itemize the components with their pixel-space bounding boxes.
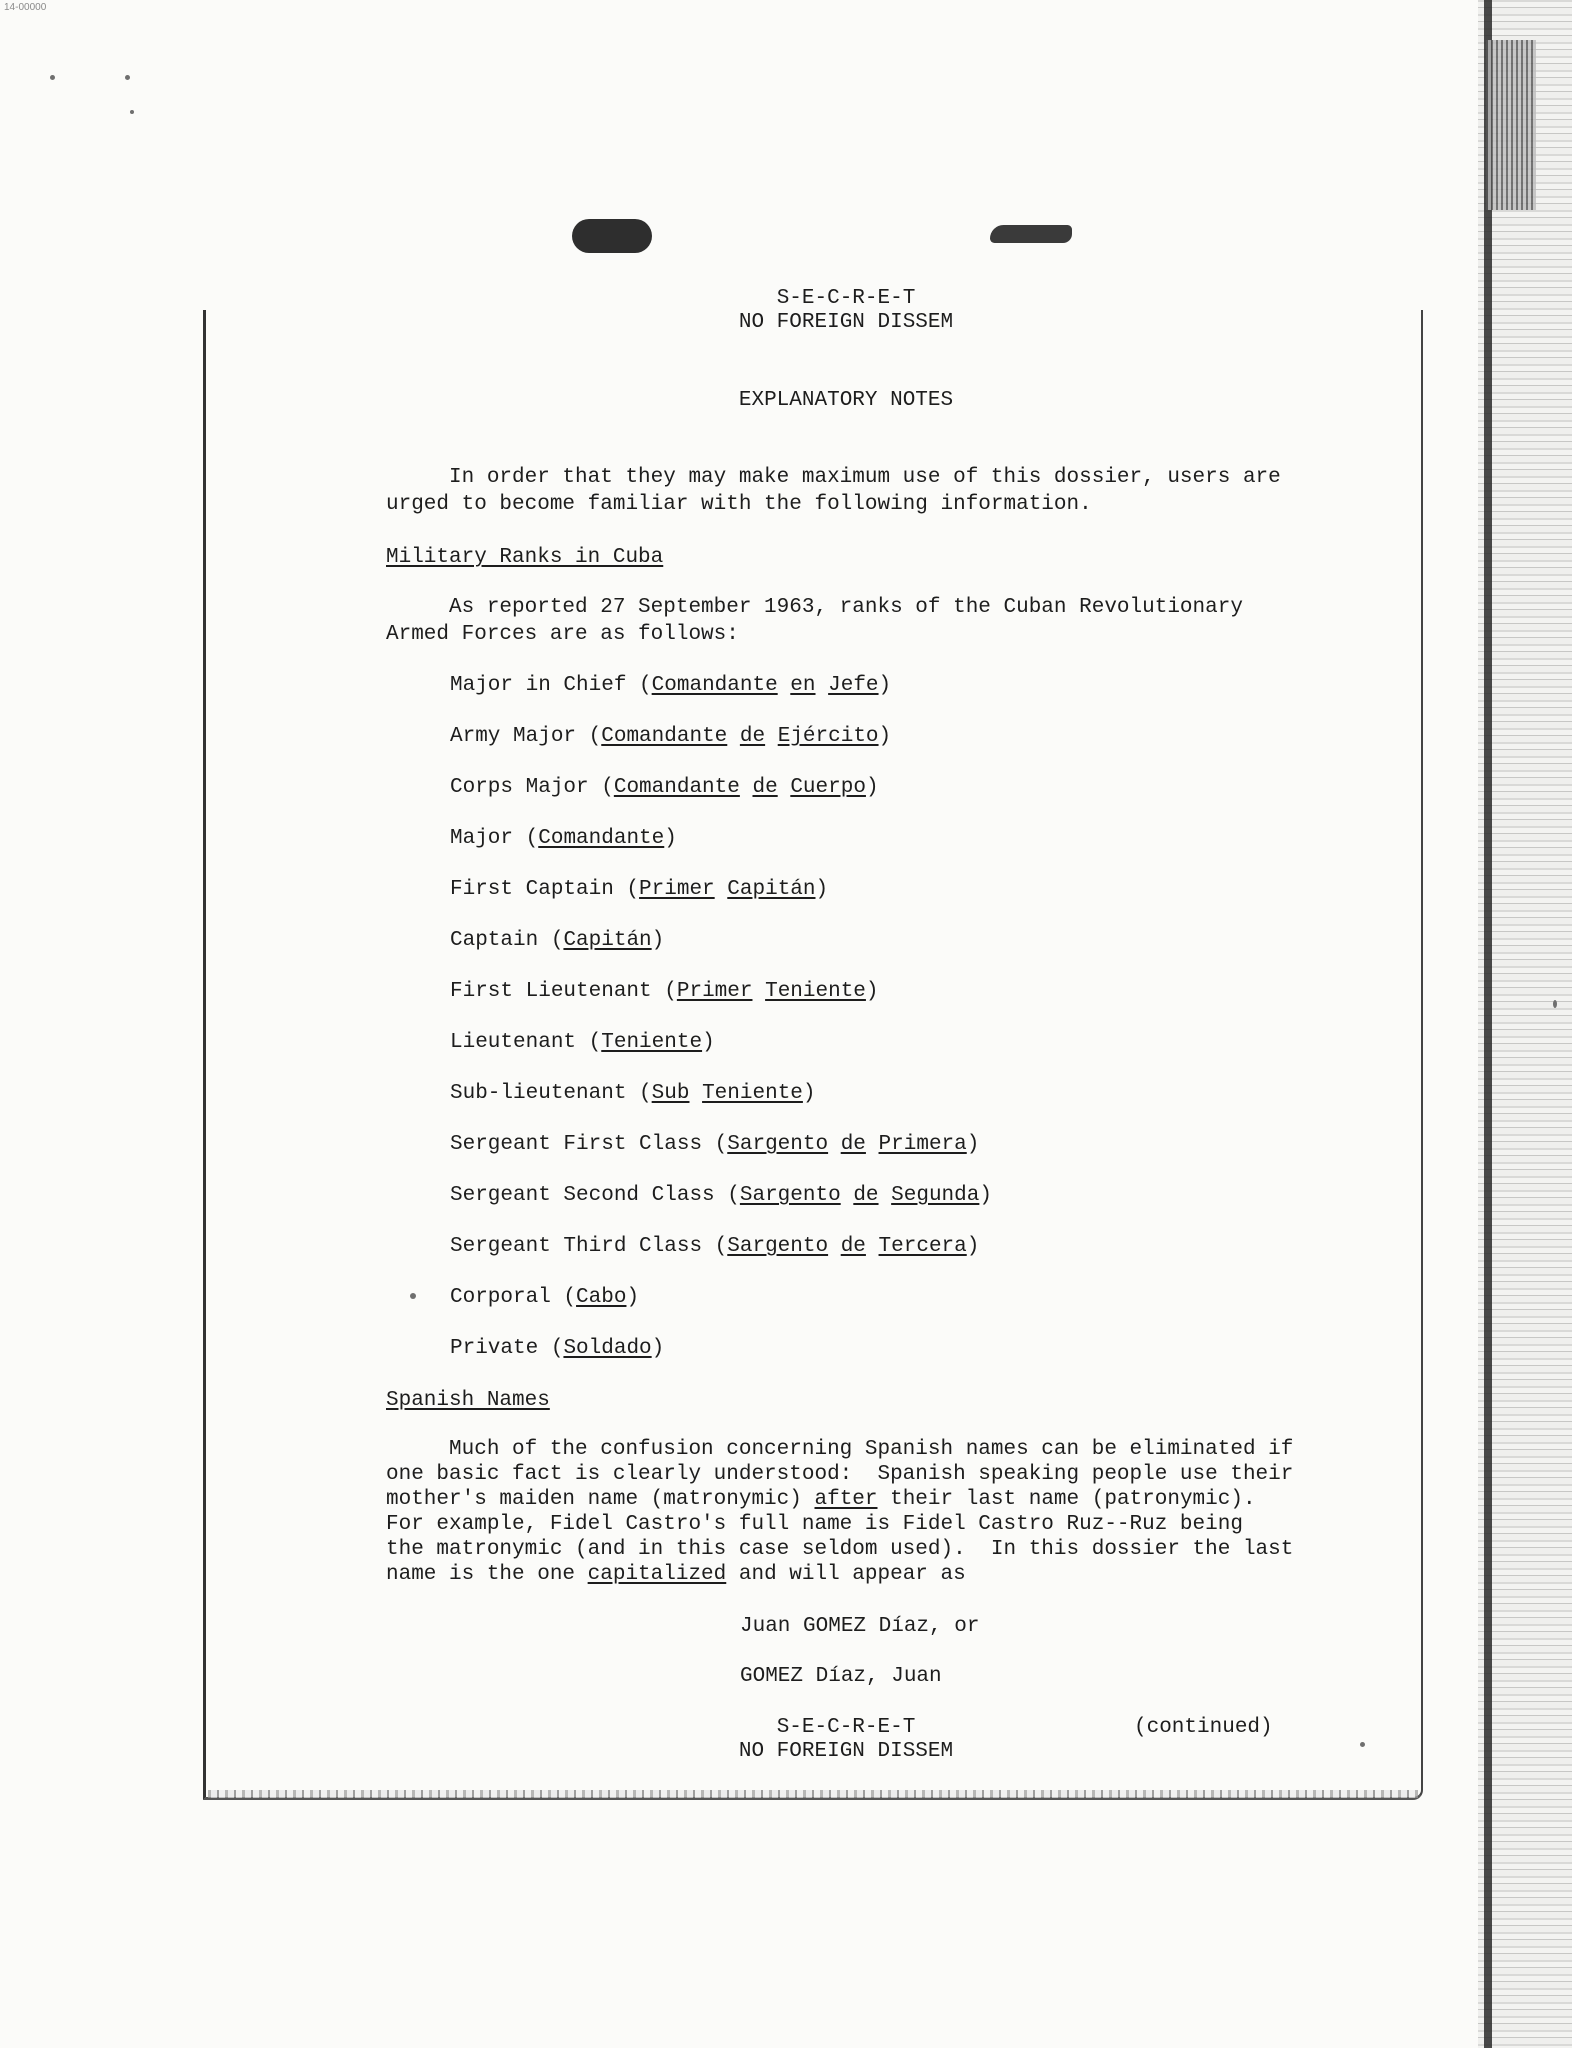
rank-english: Sergeant Third Class [450, 1235, 703, 1258]
rank-row: Major (Comandante) [450, 827, 677, 850]
rank-row: Corporal (Cabo) [450, 1286, 640, 1309]
rank-row: Captain (Capitán) [450, 929, 665, 952]
rank-spanish-word: Ejército [777, 725, 879, 748]
rank-row: Sergeant Third Class (Sargento de Tercera) [450, 1235, 980, 1258]
rank-spanish-word: Comandante [651, 674, 778, 697]
section-heading-spanish-names: Spanish Names [386, 1389, 550, 1412]
rank-row: Sub-lieutenant (Sub Teniente) [450, 1082, 816, 1105]
rank-spanish-word: Teniente [601, 1031, 703, 1054]
intro-line-2: urged to become familiar with the following information. [386, 493, 1092, 516]
name-example-1: Juan GOMEZ Díaz, or [740, 1615, 980, 1638]
speck [125, 75, 130, 80]
classification-bottom-2: NO FOREIGN DISSEM [738, 1740, 954, 1763]
names-line-5: the matronymic (and in this case seldom used). In this dossier the last [386, 1538, 1294, 1561]
rank-spanish-word: Primera [878, 1133, 967, 1156]
rank-row: Private (Soldado) [450, 1337, 665, 1360]
names-line-6-emphasis: capitalized [587, 1563, 727, 1586]
rank-spanish-word: en [790, 674, 816, 697]
rank-row: First Lieutenant (Primer Teniente) [450, 980, 879, 1003]
rank-row: Major in Chief (Comandante en Jefe) [450, 674, 892, 697]
rank-spanish-word: Capitán [727, 878, 816, 901]
rank-spanish-word: Sargento [739, 1184, 841, 1207]
rank-spanish-word: Comandante [538, 827, 665, 850]
names-line-3-a: mother's maiden name (matronymic) [386, 1488, 815, 1511]
rank-spanish-word: de [853, 1184, 879, 1207]
bottom-edge-noise [208, 1790, 1418, 1798]
edge-tab [1486, 40, 1536, 210]
rank-spanish-word: Teniente [702, 1082, 803, 1105]
speck [1553, 1000, 1557, 1008]
rank-english: Sub-lieutenant [450, 1082, 627, 1105]
rank-spanish-word: Cuerpo [790, 776, 866, 799]
speck [1360, 1742, 1365, 1747]
rank-spanish-word: Primer [676, 980, 753, 1003]
punch-hole-left [572, 219, 652, 253]
name-example-2: GOMEZ Díaz, Juan [740, 1665, 942, 1688]
section-heading-military-ranks: Military Ranks in Cuba [386, 546, 664, 569]
rank-row: Sergeant First Class (Sargento de Primera) [450, 1133, 980, 1156]
continued-label: (continued) [1134, 1716, 1273, 1739]
rank-spanish-word: Comandante [613, 776, 740, 799]
rank-row: Corps Major (Comandante de Cuerpo) [450, 776, 879, 799]
rank-spanish-word: Teniente [765, 980, 866, 1003]
names-line-3 [386, 1487, 1256, 1513]
rank-english: Captain [450, 929, 539, 952]
edge-shadow [1484, 0, 1492, 2048]
rank-spanish-word: Cabo [576, 1286, 627, 1309]
names-line-2: one basic fact is clearly understood: Spanish speaking people use their [386, 1463, 1294, 1486]
rank-english: Sergeant First Class [450, 1133, 703, 1156]
rank-spanish-word: de [752, 776, 778, 799]
rank-spanish-word: Capitán [563, 929, 652, 952]
rank-spanish-word: Tercera [878, 1235, 967, 1258]
names-line-3-c: their last name (patronymic). [877, 1488, 1256, 1511]
rank-spanish-word: Sub [651, 1082, 690, 1105]
scan-id: 14-00000 [4, 2, 47, 13]
classification-top-2: NO FOREIGN DISSEM [738, 311, 954, 334]
names-line-6-a: name is the one [386, 1563, 588, 1586]
rank-english: First Captain [450, 878, 614, 901]
rank-english: Corporal [450, 1286, 551, 1309]
rank-english: Army Major [450, 725, 577, 748]
rank-english: Major [450, 827, 514, 850]
rank-row: Sergeant Second Class (Sargento de Segunda) [450, 1184, 992, 1207]
intro-line-1: In order that they may make maximum use of this dossier, users are [386, 466, 1281, 489]
names-line-4: For example, Fidel Castro's full name is Fidel Castro Ruz--Ruz being [386, 1513, 1243, 1536]
rank-spanish-word: de [739, 725, 766, 748]
punch-hole-right [990, 225, 1072, 243]
rank-spanish-word: Soldado [563, 1337, 652, 1360]
names-line-1: Much of the confusion concerning Spanish names can be eliminated if [386, 1438, 1294, 1461]
rank-english: Corps Major [450, 776, 589, 799]
rank-spanish-word: Sargento [727, 1133, 829, 1156]
classification-bottom-1: S-E-C-R-E-T [776, 1716, 916, 1739]
ranks-intro-line-1: As reported 27 September 1963, ranks of the Cuban Revolutionary [386, 596, 1243, 619]
rank-english: First Lieutenant [450, 980, 652, 1003]
rank-english: Major in Chief [450, 674, 627, 697]
rank-spanish-word: Sargento [727, 1235, 829, 1258]
speck [410, 1293, 416, 1299]
names-line-6-c: and will appear as [726, 1563, 966, 1586]
rank-english: Private [450, 1337, 539, 1360]
rank-spanish-word: Primer [639, 878, 715, 901]
rank-spanish-word: de [840, 1133, 866, 1156]
page-title: EXPLANATORY NOTES [738, 389, 954, 412]
speck [50, 75, 55, 80]
rank-spanish-word: Comandante [601, 725, 728, 748]
rank-row: First Captain (Primer Capitán) [450, 878, 829, 901]
rank-spanish-word: de [840, 1235, 866, 1258]
speck [130, 110, 134, 114]
rank-spanish-word: Segunda [891, 1184, 980, 1207]
names-line-6 [386, 1562, 966, 1588]
rank-row: Army Major (Comandante de Ejército) [450, 725, 892, 748]
rank-english: Lieutenant [450, 1031, 577, 1054]
ranks-intro-line-2: Armed Forces are as follows: [386, 623, 739, 646]
rank-spanish-word: Jefe [828, 674, 879, 697]
classification-top-1: S-E-C-R-E-T [776, 287, 916, 310]
rank-row: Lieutenant (Teniente) [450, 1031, 715, 1054]
names-line-3-emphasis: after [814, 1488, 878, 1511]
scanned-edge-strip [1478, 0, 1572, 2048]
rank-english: Sergeant Second Class [450, 1184, 715, 1207]
